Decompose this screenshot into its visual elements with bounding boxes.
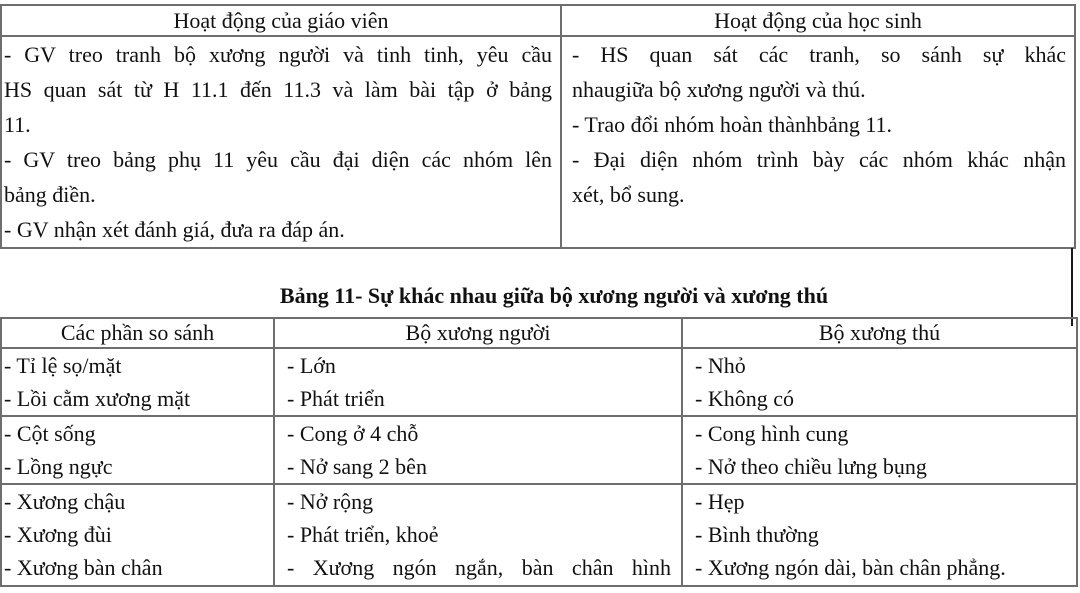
human-item: - Nở sang 2 bên	[287, 454, 427, 479]
animal-item: - Xương ngón dài, bàn chân phẳng.	[695, 555, 1006, 580]
header-parts: Các phần so sánh	[1, 318, 274, 348]
student-activity-line: xét, bổ sung.	[572, 182, 685, 207]
table-row	[1, 416, 1077, 484]
activity-body-row	[1, 36, 1075, 248]
comparison-table	[0, 317, 1078, 587]
teacher-activity-line: - GV treo tranh bộ xương người và tinh tinh, yêu cầu	[4, 42, 552, 67]
parts-cell	[1, 348, 274, 416]
student-activity-line: - HS quan sát các tranh, so sánh sự khác	[572, 42, 1066, 67]
student-activity-header: Hoạt động của học sinh	[561, 5, 1075, 36]
animal-cell	[682, 348, 1077, 416]
activity-table	[0, 4, 1076, 249]
animal-cell	[682, 484, 1077, 586]
teacher-activity-line: - GV treo bảng phụ 11 yêu cầu đại diện các nhóm lên	[4, 147, 552, 172]
human-item: - Cong ở 4 chỗ	[287, 421, 419, 446]
animal-item: - Không có	[695, 386, 794, 411]
human-cell	[274, 416, 682, 484]
teacher-activity-cell	[1, 36, 561, 248]
teacher-activity-header: Hoạt động của giáo viên	[1, 5, 561, 36]
part-item: - Lồng ngực	[4, 454, 113, 479]
human-cell	[274, 484, 682, 586]
parts-cell	[1, 484, 274, 586]
teacher-activity-line: bảng điền.	[4, 182, 96, 207]
human-item: - Xương ngón ngắn, bàn chân hình	[287, 555, 671, 580]
part-item: - Lồi cằm xương mặt	[4, 386, 191, 411]
part-item: - Xương chậu	[4, 489, 126, 514]
part-item: - Tỉ lệ sọ/mặt	[4, 353, 122, 378]
part-item: - Xương bàn chân	[4, 555, 163, 580]
teacher-activity-line: 11.	[4, 112, 31, 137]
teacher-activity-line: - GV nhận xét đánh giá, đưa ra đáp án.	[4, 217, 345, 242]
student-activity-line: - Trao đổi nhóm hoàn thànhbảng 11.	[572, 112, 892, 137]
student-activity-line: - Đại diện nhóm trình bày các nhóm khác nhận	[572, 147, 1066, 172]
human-cell	[274, 348, 682, 416]
animal-item: - Hẹp	[695, 489, 745, 514]
animal-item: - Cong hình cung	[695, 421, 849, 446]
human-item: - Phát triển, khoẻ	[287, 522, 439, 547]
human-item: - Nở rộng	[287, 489, 374, 514]
student-activity-cell	[561, 36, 1075, 248]
teacher-activity-line: HS quan sát từ H 11.1 đến 11.3 và làm bài tập ở bảng	[4, 77, 552, 102]
comparison-header-row	[1, 318, 1077, 348]
part-item: - Cột sống	[4, 421, 96, 446]
animal-item: - Nhỏ	[695, 353, 746, 378]
student-activity-line: nhaugiữa bộ xương người và thú.	[572, 77, 866, 102]
human-item: - Lớn	[287, 353, 336, 378]
activity-header-row	[1, 5, 1075, 36]
human-item: - Phát triển	[287, 386, 385, 411]
table-row	[1, 484, 1077, 586]
table-caption: Bảng 11- Sự khác nhau giữa bộ xương người và xương thú	[279, 283, 829, 308]
animal-item: - Nở theo chiều lưng bụng	[695, 454, 927, 479]
header-human-skeleton: Bộ xương người	[274, 318, 682, 348]
animal-item: - Bình thường	[695, 522, 819, 547]
header-animal-skeleton: Bộ xương thú	[682, 318, 1077, 348]
table-row	[1, 348, 1077, 416]
animal-cell	[682, 416, 1077, 484]
parts-cell	[1, 416, 274, 484]
part-item: - Xương đùi	[4, 522, 112, 547]
